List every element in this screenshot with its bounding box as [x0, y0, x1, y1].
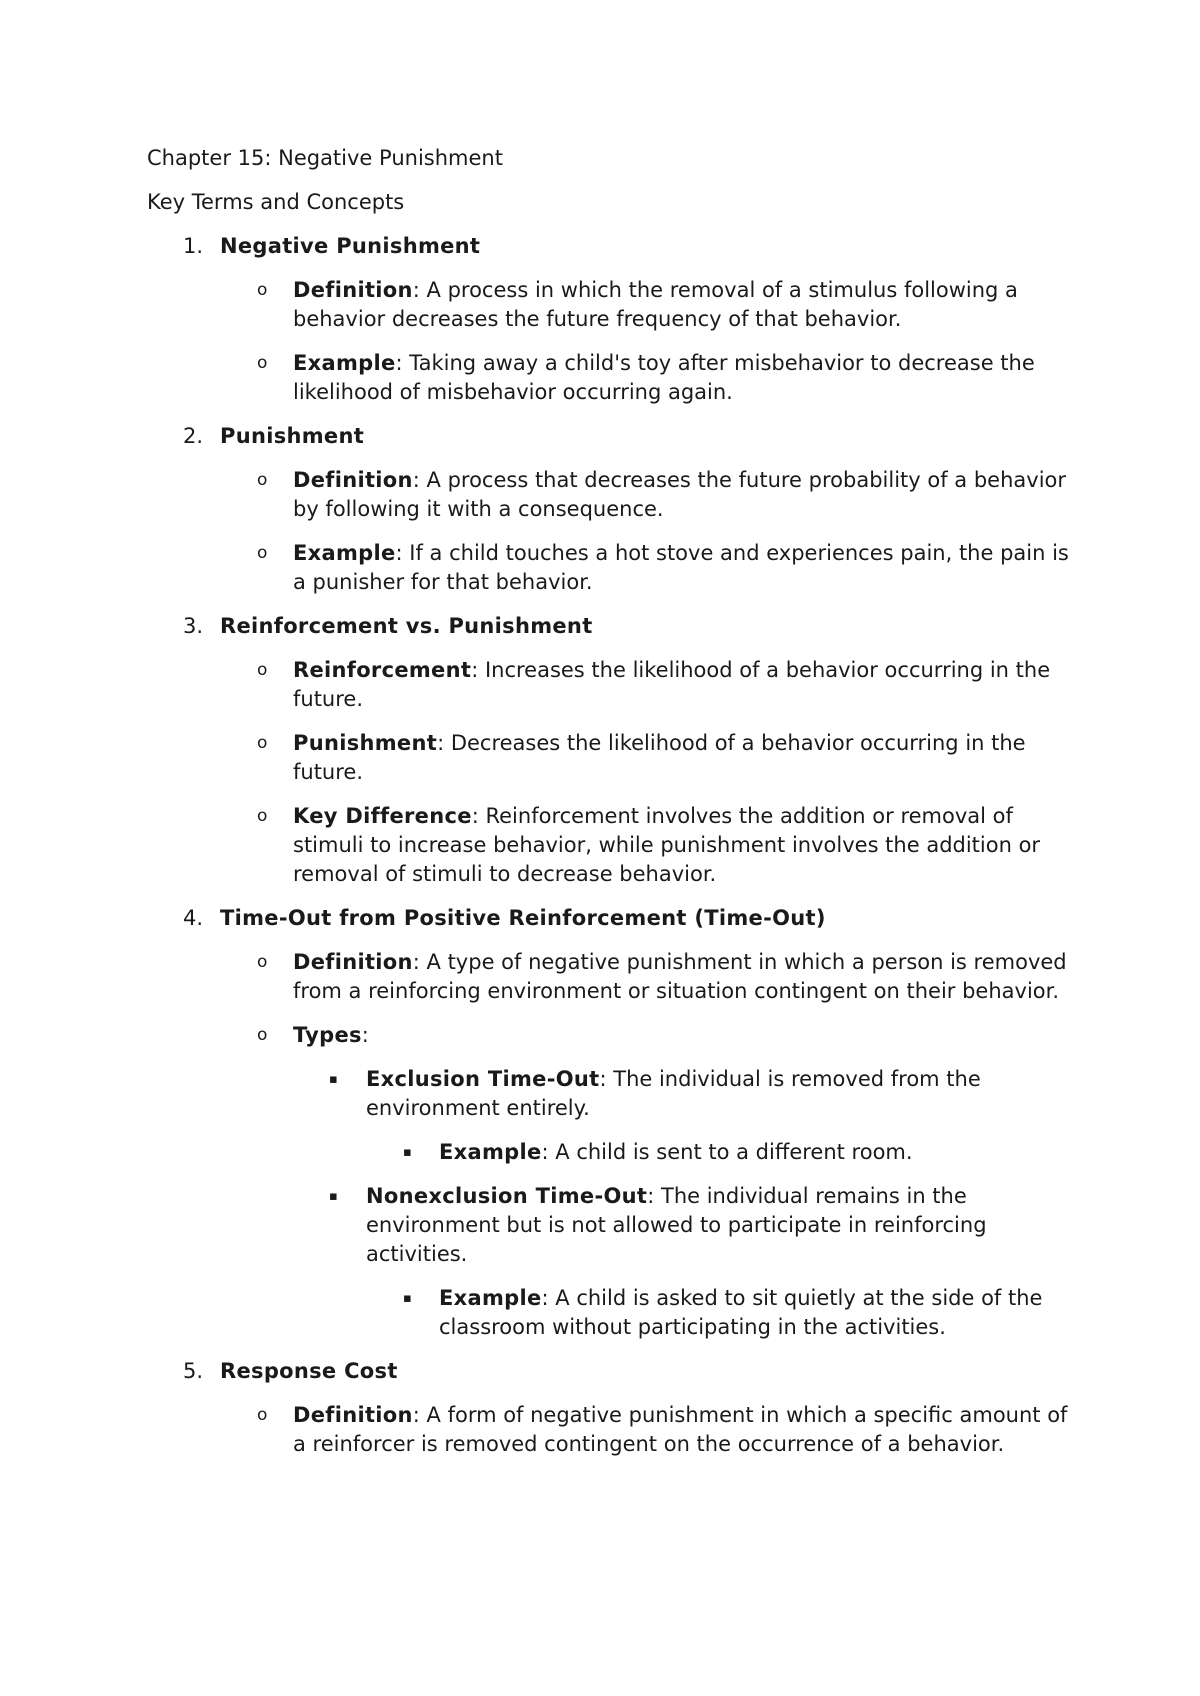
- term-text: : A process in which the removal of a stimulus following a behavior decreases the future frequency of that behavior.: [293, 278, 1018, 331]
- circle-bullet-icon: o: [257, 470, 268, 490]
- item-number: 5.: [183, 1359, 204, 1383]
- type-item-exclusion: [147, 1065, 1077, 1123]
- term: Key Difference: [293, 804, 472, 828]
- term: Example: [439, 1286, 542, 1310]
- circle-bullet-icon: o: [257, 1025, 268, 1045]
- term: Example: [293, 541, 396, 565]
- term-text: : If a child touches a hot stove and experiences pain, the pain is a punisher for that behavior.: [293, 541, 1069, 594]
- list-item-negative-punishment: [147, 232, 1077, 407]
- section-heading: Key Terms and Concepts: [147, 190, 405, 214]
- term-text: : Taking away a child's toy after misbehavior to decrease the likelihood of misbehavior occurring again.: [293, 351, 1035, 404]
- item-number: 1.: [183, 234, 204, 258]
- sub-item: [147, 656, 1077, 714]
- item-number: 4.: [183, 906, 204, 930]
- sub-item: [147, 466, 1077, 524]
- term-text: : A process that decreases the future probability of a behavior by following it with a consequence.: [293, 468, 1067, 521]
- list-item-response-cost: [147, 1357, 1077, 1459]
- circle-bullet-icon: o: [257, 543, 268, 563]
- sub-item: [147, 1401, 1077, 1459]
- document-body: [147, 144, 1077, 1474]
- type-example: [147, 1284, 1077, 1342]
- item-number: 2.: [183, 424, 204, 448]
- term: Example: [293, 351, 396, 375]
- chapter-title: Chapter 15: Negative Punishment: [147, 146, 503, 170]
- term-text: : A form of negative punishment in which a specific amount of a reinforcer is removed contingent on the occurrence of a behavior.: [293, 1403, 1068, 1456]
- list-item-reinforcement-vs-punishment: [147, 612, 1077, 889]
- sub-item: [147, 1021, 1077, 1050]
- square-bullet-icon: ▪: [329, 1189, 338, 1204]
- sub-item: [147, 276, 1077, 334]
- circle-bullet-icon: o: [257, 353, 268, 373]
- item-heading: Punishment: [220, 424, 365, 448]
- circle-bullet-icon: o: [257, 280, 268, 300]
- item-heading: Reinforcement vs. Punishment: [220, 614, 593, 638]
- term: Exclusion Time-Out: [366, 1067, 600, 1091]
- term: Punishment: [293, 731, 438, 755]
- circle-bullet-icon: o: [257, 660, 268, 680]
- term: Definition: [293, 468, 413, 492]
- term: Definition: [293, 1403, 413, 1427]
- term-text: : A child is sent to a different room.: [541, 1140, 913, 1164]
- term: Nonexclusion Time-Out: [366, 1184, 648, 1208]
- square-bullet-icon: ▪: [403, 1291, 412, 1306]
- sub-item: [147, 802, 1077, 889]
- circle-bullet-icon: o: [257, 806, 268, 826]
- term-text: : Reinforcement involves the addition or removal of stimuli to increase behavior, while punishment involves the addition or removal of stimuli to decrease behavior.: [293, 804, 1041, 886]
- term-text: : Decreases the likelihood of a behavior occurring in the future.: [293, 731, 1026, 784]
- square-bullet-icon: ▪: [329, 1072, 338, 1087]
- term: Definition: [293, 278, 413, 302]
- term-text: :: [361, 1023, 369, 1047]
- term-text: : The individual remains in the environment but is not allowed to participate in reinforcing activities.: [366, 1184, 987, 1266]
- term-text: : A type of negative punishment in which a person is removed from a reinforcing environment or situation contingent on their behavior.: [293, 950, 1067, 1003]
- term: Types: [293, 1023, 362, 1047]
- circle-bullet-icon: o: [257, 733, 268, 753]
- term: Reinforcement: [293, 658, 472, 682]
- list-item-punishment: [147, 422, 1077, 597]
- square-bullet-icon: ▪: [403, 1145, 412, 1160]
- sub-item: [147, 349, 1077, 407]
- item-number: 3.: [183, 614, 204, 638]
- item-heading: Time-Out from Positive Reinforcement (Time-Out): [220, 906, 826, 930]
- term-text: : Increases the likelihood of a behavior occurring in the future.: [293, 658, 1051, 711]
- term: Example: [439, 1140, 542, 1164]
- sub-item: [147, 539, 1077, 597]
- term-text: : The individual is removed from the environment entirely.: [366, 1067, 981, 1120]
- type-example: [147, 1138, 1077, 1167]
- sub-item: [147, 729, 1077, 787]
- circle-bullet-icon: o: [257, 1405, 268, 1425]
- sub-item: [147, 948, 1077, 1006]
- item-heading: Response Cost: [220, 1359, 398, 1383]
- list-item-time-out: [147, 904, 1077, 1342]
- term-text: : A child is asked to sit quietly at the side of the classroom without participating in the activities.: [439, 1286, 1043, 1339]
- term: Definition: [293, 950, 413, 974]
- circle-bullet-icon: o: [257, 952, 268, 972]
- type-item-nonexclusion: [147, 1182, 1077, 1269]
- item-heading: Negative Punishment: [220, 234, 481, 258]
